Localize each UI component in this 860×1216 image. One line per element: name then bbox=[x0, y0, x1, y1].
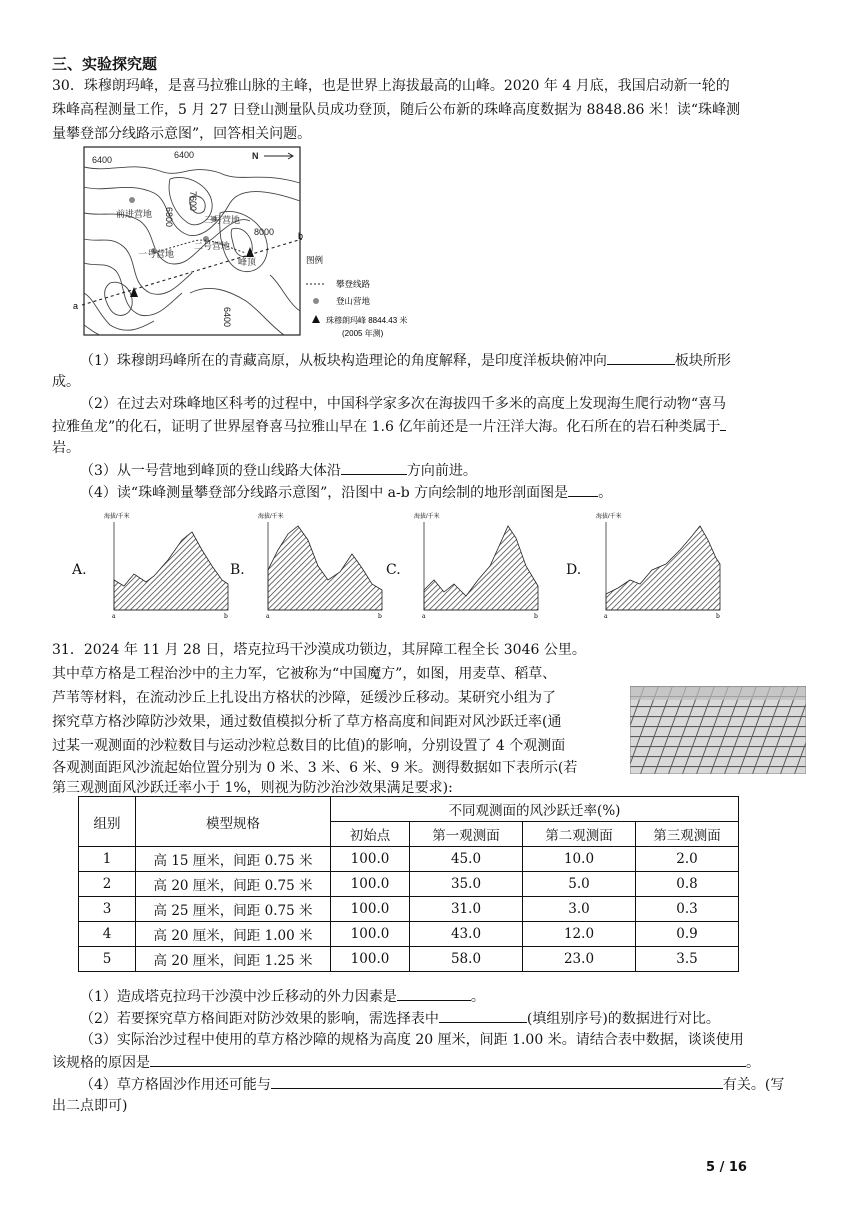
q31-p4: （4）草方格固沙作用还可能与 有关。(写 bbox=[52, 1074, 836, 1095]
answer-blank[interactable] bbox=[341, 460, 407, 475]
profile-option-a bbox=[94, 510, 234, 620]
answer-blank[interactable] bbox=[607, 350, 675, 365]
profile-option-b bbox=[248, 510, 388, 620]
header-model: 模型规格 bbox=[136, 797, 331, 847]
q31-p3-line2: 该规格的原因是 。 bbox=[52, 1052, 808, 1073]
q30-p2-line1: （2）在过去对珠峰地区科考的过程中，中国科学家多次在海拔四千多米的高度上发现海生爬行动物“喜马 bbox=[80, 396, 727, 412]
axis-label: 海拔/千米 bbox=[104, 514, 130, 520]
contour-label: 7600 bbox=[188, 191, 198, 212]
legend-camp-label: 登山营地 bbox=[336, 296, 371, 306]
map-frame bbox=[84, 147, 300, 335]
q30-stem-line2: 珠峰高程测量工作，5 月 27 日登山测量队员成功登顶，随后公布新的珠峰高度数据为 8848.86 米！读“珠峰测 bbox=[52, 102, 741, 118]
svg-text:b: b bbox=[534, 613, 538, 620]
contour-label: 6400 bbox=[174, 150, 195, 160]
q31-stem-line3: 芦苇等材料，在流动沙丘上扎设出方格状的沙障，延缓沙丘移动。某研究小组为了 bbox=[52, 690, 556, 706]
contour-label: 6800 bbox=[164, 207, 174, 228]
legend-route-label: 攀登线路 bbox=[336, 279, 371, 289]
q31-stem-line6: 各观测面距风沙流起始位置分别为 0 米、3 米、6 米、9 米。测得数据如下表所示(若 bbox=[52, 760, 578, 776]
q31-stem-line5: 过某一观测面的沙粒数目与运动沙粒总数目的比值)的影响，分别设置了 4 个观测面 bbox=[52, 738, 566, 754]
option-a-label[interactable]: A. bbox=[72, 562, 87, 578]
camp-label: 前进营地 bbox=[116, 209, 153, 219]
q31-stem-line7: 第三观测面风沙跃迁率小于 1%，则视为防沙治沙效果满足要求): bbox=[52, 780, 453, 796]
svg-text:a: a bbox=[112, 613, 116, 620]
q31-stem-line1: 31．2024 年 11 月 28 日，塔克拉玛干沙漠成功锁边，其屏障工程全长 3046 公里。 bbox=[52, 642, 586, 658]
table-row: 5 高 20 厘米，间距 1.25 米 100.0 58.0 23.0 3.5 bbox=[79, 947, 739, 972]
legend-camp-swatch bbox=[313, 298, 319, 304]
q31-stem-line2: 其中草方格是工程治沙中的主力军，它被称为“中国魔方”，如图，用麦草、稻草、 bbox=[52, 666, 557, 682]
page-number: 5 / 16 bbox=[706, 1160, 747, 1175]
sand-transfer-table bbox=[78, 796, 739, 972]
svg-text:a: a bbox=[266, 613, 270, 620]
profile-option-d bbox=[586, 510, 726, 620]
svg-text:海拔/千米: 海拔/千米 bbox=[414, 514, 440, 520]
table-row: 1 高 15 厘米，间距 0.75 米 100.0 45.0 10.0 2.0 bbox=[79, 847, 739, 872]
header-col: 第一观测面 bbox=[410, 822, 523, 847]
north-label: N bbox=[252, 151, 259, 161]
straw-checkerboard-photo bbox=[630, 686, 806, 774]
peak-label: 峰顶 bbox=[238, 257, 257, 267]
answer-blank[interactable] bbox=[271, 1074, 723, 1089]
camp-dot bbox=[129, 197, 135, 203]
profile-shape bbox=[424, 526, 538, 610]
profile-shape bbox=[606, 526, 720, 610]
q31-p1: （1）造成塔克拉玛干沙漠中沙丘移动的外力因素是 。 bbox=[52, 986, 836, 1007]
option-d-label[interactable]: D. bbox=[566, 562, 582, 578]
svg-text:b: b bbox=[716, 613, 720, 620]
legend-peak-icon bbox=[312, 315, 320, 323]
legend-title: 图例 bbox=[306, 255, 324, 265]
svg-text:海拔/千米: 海拔/千米 bbox=[596, 514, 622, 520]
q31-p4-cont: 出二点即可) bbox=[52, 1098, 128, 1114]
profile-shape bbox=[268, 526, 382, 610]
option-c-label[interactable]: C. bbox=[386, 562, 401, 578]
q30-p2-line2: 拉雅鱼龙”的化石，证明了世界屋脊喜马拉雅山早在 1.6 亿年前还是一片汪洋大海。化石所在的岩石种类属于 bbox=[52, 416, 808, 437]
answer-blank[interactable] bbox=[150, 1052, 746, 1067]
q30-p2-line3: 岩。 bbox=[52, 440, 80, 456]
camp-label: 二号营地 bbox=[194, 241, 231, 251]
answer-blank[interactable] bbox=[397, 986, 471, 1001]
end-a-label: a bbox=[73, 301, 79, 311]
contour-label: 8000 bbox=[254, 227, 275, 237]
contour-label: 6400 bbox=[222, 307, 232, 328]
q30-p4: （4）读“珠峰测量攀登部分线路示意图”，沿图中 a-b 方向绘制的地形剖面图是 。 bbox=[52, 482, 836, 503]
answer-blank[interactable] bbox=[568, 482, 598, 497]
option-b-label[interactable]: B. bbox=[230, 562, 245, 578]
answer-blank[interactable] bbox=[720, 416, 726, 431]
table-row: 3 高 25 厘米，间距 0.75 米 100.0 31.0 3.0 0.3 bbox=[79, 897, 739, 922]
camp-label: 三号营地 bbox=[204, 215, 241, 225]
q30-stem-line3: 量攀登部分线路示意图”，回答相关问题。 bbox=[52, 126, 312, 142]
legend-peak-label: 珠穆朗玛峰 8844.43 米 bbox=[326, 316, 408, 325]
header-group: 组别 bbox=[79, 797, 136, 847]
q31-stem-line4: 探究草方格沙障防沙效果，通过数值模拟分析了草方格高度和间距对风沙跃迁率(通 bbox=[52, 714, 562, 730]
table-row: 2 高 20 厘米，间距 0.75 米 100.0 35.0 5.0 0.8 bbox=[79, 872, 739, 897]
header-col: 初始点 bbox=[331, 822, 410, 847]
profile-shape bbox=[114, 532, 228, 610]
q30-p1: （1）珠穆朗玛峰所在的青藏高原，从板块构造理论的角度解释，是印度洋板块俯冲向 板块所形 bbox=[52, 350, 836, 371]
q31-p2: （2）若要探究草方格间距对防沙效果的影响，需选择表中 (填组别序号)的数据进行对比。 bbox=[52, 1008, 836, 1029]
header-col: 第二观测面 bbox=[523, 822, 636, 847]
svg-text:海拔/千米: 海拔/千米 bbox=[258, 514, 284, 520]
q31-p3-line1: （3）实际治沙过程中使用的草方格沙障的规格为高度 20 厘米，间距 1.00 米。请结合表中数据，谈谈使用 bbox=[80, 1032, 744, 1048]
contour-label: 6400 bbox=[92, 155, 113, 165]
svg-text:b: b bbox=[378, 613, 382, 620]
camp-label: 一号营地 bbox=[138, 249, 175, 259]
legend-peak-note: (2005 年测) bbox=[342, 329, 384, 338]
profile-option-c bbox=[404, 510, 544, 620]
svg-text:b: b bbox=[224, 613, 228, 620]
svg-text:a: a bbox=[604, 613, 608, 620]
header-rates: 不同观测面的风沙跃迁率(%) bbox=[331, 797, 739, 822]
end-b-label: b bbox=[298, 231, 304, 241]
q30-p1-cont: 成。 bbox=[52, 374, 80, 390]
q30-stem-line1: 30．珠穆朗玛峰，是喜马拉雅山脉的主峰，也是世界上海拔最高的山峰。2020 年 4 月底，我国启动新一轮的 bbox=[52, 78, 730, 94]
svg-text:a: a bbox=[422, 613, 426, 620]
section-title: 三、实验探究题 bbox=[52, 55, 158, 73]
answer-blank[interactable] bbox=[439, 1008, 527, 1023]
header-col: 第三观测面 bbox=[636, 822, 739, 847]
table-row: 4 高 20 厘米，间距 1.00 米 100.0 43.0 12.0 0.9 bbox=[79, 922, 739, 947]
everest-route-map bbox=[70, 143, 420, 343]
q30-p3: （3）从一号营地到峰顶的登山线路大体沿 方向前进。 bbox=[52, 460, 836, 481]
